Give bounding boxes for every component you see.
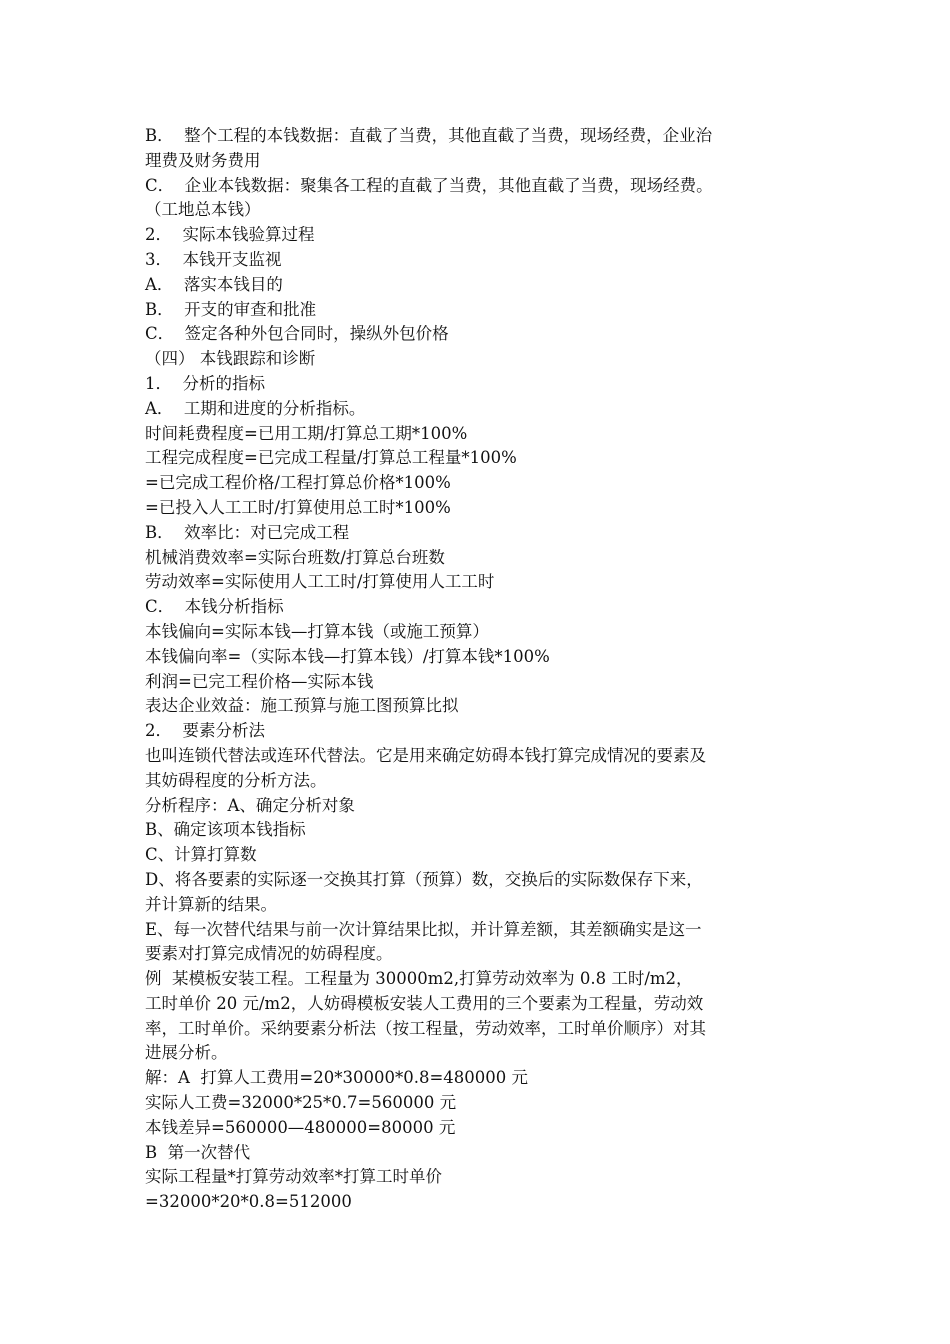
text-line: 本钱偏向=实际本钱—打算本钱（或施工预算） <box>145 621 489 641</box>
text-line: 2． 实际本钱验算过程 <box>145 225 315 245</box>
text-line: 也叫连锁代替法或连环代替法。它是用来确定妨碍本钱打算完成情况的要素及 <box>145 745 706 765</box>
text-line: 3． 本钱开支监视 <box>145 249 282 269</box>
text-line: 利润=已完工程价格—实际本钱 <box>145 671 374 691</box>
text-line: B． 开支的审查和批准 <box>145 299 317 319</box>
text-line: 要素对打算完成情况的妨碍程度。 <box>145 944 393 964</box>
text-line: 表达企业效益：施工预算与施工图预算比拟 <box>145 696 459 716</box>
document-body <box>145 124 805 1215</box>
text-line: C． 签定各种外包合同时，操纵外包价格 <box>145 324 449 344</box>
text-line: 率，工时单价。采纳要素分析法（按工程量，劳动效率，工时单价顺序）对其 <box>145 1018 706 1038</box>
text-line: （工地总本钱） <box>145 200 261 220</box>
text-line: 其妨碍程度的分析方法。 <box>145 770 327 790</box>
text-line: 工时单价 20 元/m2，人妨碍模板安装人工费用的三个要素为工程量，劳动效 <box>145 993 704 1013</box>
text-line: A． 落实本钱目的 <box>145 274 283 294</box>
text-line: =已投入人工工时/打算使用总工时*100% <box>145 497 451 517</box>
text-line: 并计算新的结果。 <box>145 894 277 914</box>
text-line: =32000*20*0.8=512000 <box>145 1192 352 1212</box>
text-line: 实际工程量*打算劳动效率*打算工时单价 <box>145 1167 442 1187</box>
text-line: 例 某模板安装工程。工程量为 30000m2,打算劳动效率为 0.8 工时/m2， <box>145 969 693 989</box>
text-line: C． 本钱分析指标 <box>145 597 284 617</box>
text-line: B 第一次替代 <box>145 1142 251 1162</box>
text-line: B． 效率比：对已完成工程 <box>145 522 350 542</box>
text-line: D、将各要素的实际逐一交换其打算（预算）数，交换后的实际数保存下来， <box>145 869 703 889</box>
text-line: B、确定该项本钱指标 <box>145 820 306 840</box>
text-line: 本钱偏向率=（实际本钱—打算本钱）/打算本钱*100% <box>145 646 550 666</box>
text-line: A． 工期和进度的分析指标。 <box>145 398 366 418</box>
text-line: B． 整个工程的本钱数据：直截了当费，其他直截了当费，现场经费，企业治 <box>145 126 713 145</box>
text-line: 工程完成程度=已完成工程量/打算总工程量*100% <box>145 448 517 468</box>
text-line: C、计算打算数 <box>145 845 257 865</box>
text-line: 本钱差异=560000—480000=80000 元 <box>145 1117 456 1137</box>
text-line: 分析程序：A、确定分析对象 <box>145 795 355 815</box>
text-line: （四） 本钱跟踪和诊断 <box>145 349 316 369</box>
text-line: 理费及财务费用 <box>145 150 261 170</box>
text-line: C． 企业本钱数据：聚集各工程的直截了当费，其他直截了当费，现场经费。 <box>145 175 713 195</box>
text-line: 1． 分析的指标 <box>145 373 265 393</box>
text-line: 劳动效率=实际使用人工工时/打算使用人工工时 <box>145 572 495 592</box>
text-line: 解：A 打算人工费用=20*30000*0.8=480000 元 <box>145 1068 529 1088</box>
text-line: 时间耗费程度=已用工期/打算总工期*100% <box>145 423 468 443</box>
text-line: 进展分析。 <box>145 1043 228 1063</box>
text-line: =已完成工程价格/工程打算总价格*100% <box>145 473 451 493</box>
text-line: 2． 要素分析法 <box>145 721 265 741</box>
text-line: 机械消费效率=实际台班数/打算总台班数 <box>145 547 445 567</box>
text-line: 实际人工费=32000*25*0.7=560000 元 <box>145 1093 457 1113</box>
text-line: E、每一次替代结果与前一次计算结果比拟，并计算差额，其差额确实是这一 <box>145 919 702 939</box>
